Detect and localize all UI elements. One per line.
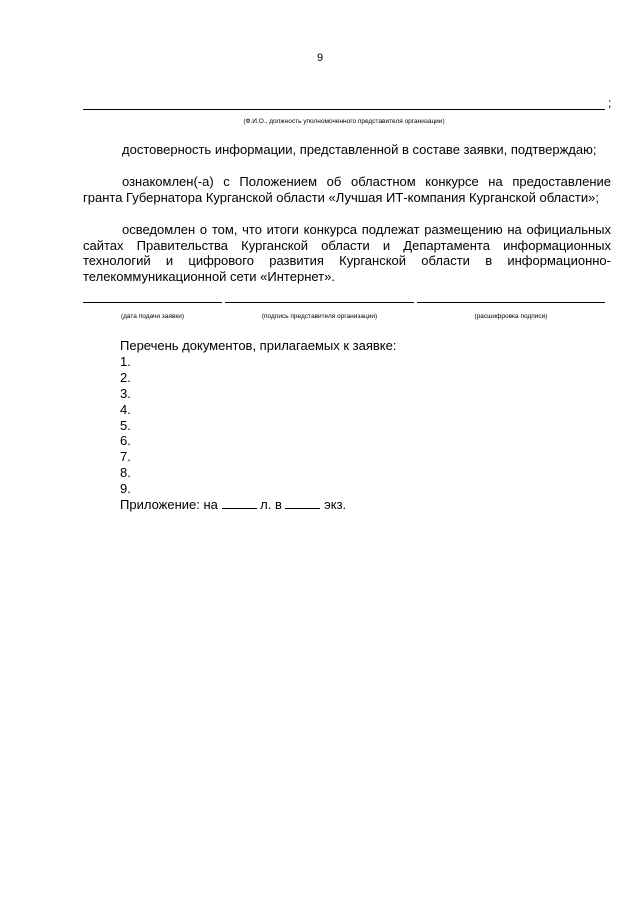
fio-caption: (Ф.И.О., должность уполномоченного представителя организации) (243, 118, 445, 125)
sign-caption: (подпись представителя организации) (261, 313, 378, 320)
copies-blank (285, 497, 320, 509)
paragraph-informed-text: осведомлен о том, что итоги конкурса подлежат размещению на официальных сайтах Правительства Курганской области и Департамента информационных технологий и цифрового развития Курганской области в информационно-телекоммуникационной сети «Интернет». (83, 222, 611, 284)
sheets-blank (222, 497, 257, 509)
paragraph-reliability-text: достоверность информации, представленной в составе заявки, подтверждаю; (122, 142, 597, 157)
sign-signature-line (225, 302, 414, 303)
list-item: 9. (120, 481, 131, 497)
date-caption: (дата подачи заявки) (120, 313, 185, 320)
list-item: 7. (120, 449, 131, 465)
fio-signature-line (83, 109, 605, 110)
paragraph-acknowledged (83, 174, 611, 205)
list-item: 4. (120, 401, 131, 417)
paragraph-acknowledged-text: ознакомлен(-а) с Положением об областном конкурсе на предоставление гранта Губернатора Курганской области «Лучшая ИТ-компания Курганской области»; (83, 174, 611, 205)
appendix-line (120, 497, 396, 513)
appendix-suffix: экз. (324, 497, 347, 513)
decode-caption: (расшифровка подписи) (474, 313, 548, 320)
appendix-prefix: Приложение: на (120, 497, 218, 513)
list-item: 5. (120, 417, 131, 433)
list-item: 6. (120, 433, 131, 449)
date-signature-line (83, 302, 222, 303)
decode-signature-line (417, 302, 605, 303)
list-item: 8. (120, 465, 131, 481)
list-item: 1. (120, 353, 131, 369)
fio-line-semicolon: ; (608, 96, 612, 110)
list-item: 2. (120, 369, 131, 385)
paragraph-reliability (83, 142, 611, 158)
paragraph-informed (83, 222, 611, 284)
appendix-middle: л. в (260, 497, 282, 513)
documents-title: Перечень документов, прилагаемых к заявке: (120, 338, 397, 353)
page-number: 9 (316, 52, 324, 64)
list-item: 3. (120, 385, 131, 401)
documents-list (120, 338, 396, 513)
